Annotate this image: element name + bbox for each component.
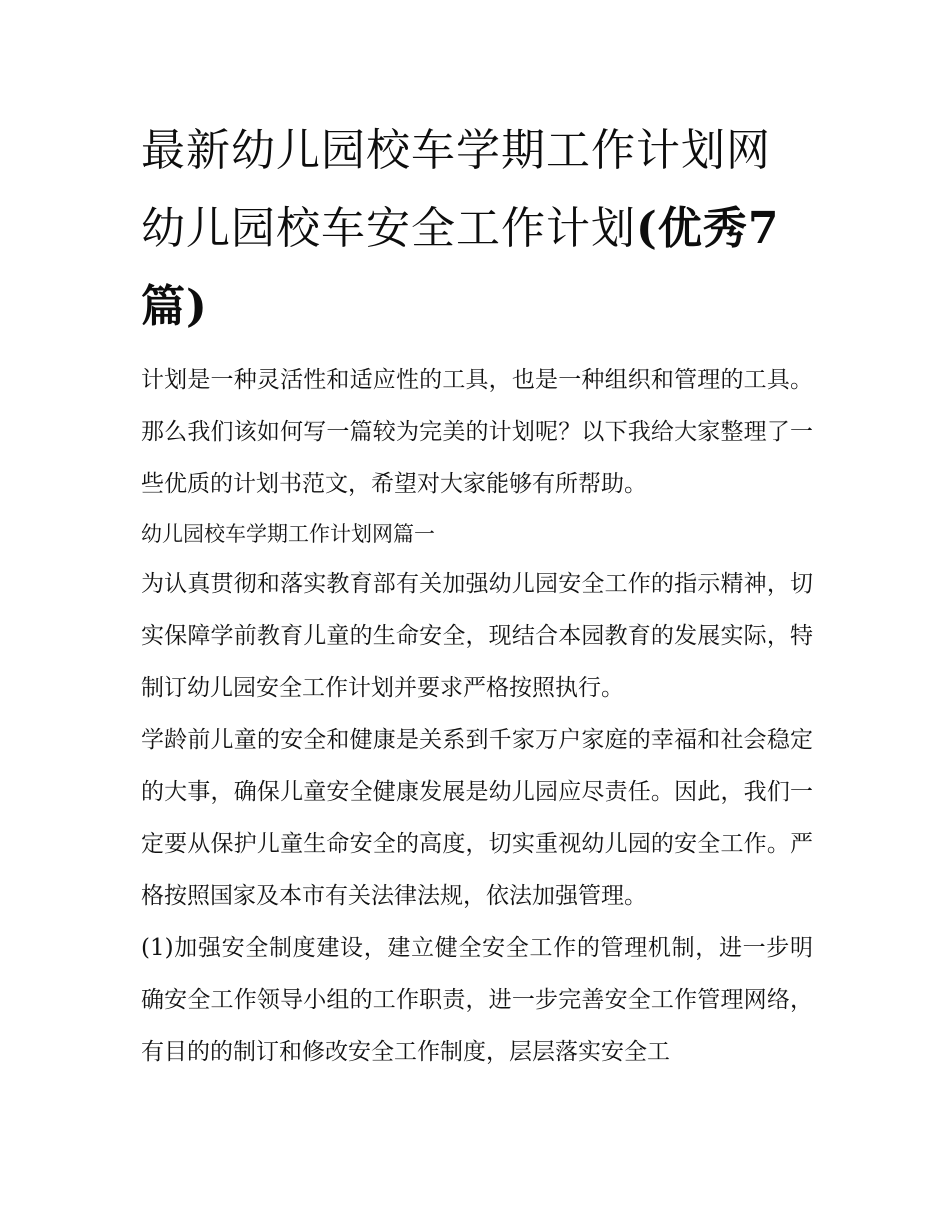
document-title — [141, 112, 813, 346]
title-tail: (优秀7篇) — [141, 203, 780, 332]
body-paragraph: 学龄前儿童的安全和健康是关系到千家万户家庭的幸福和社会稳定的大事，确保儿童安全健康发展是幼儿园应尽责任。因此，我们一定要从保护儿童生命安全的高度，切实重视幼儿园的安全工作。严格按照国家及本市有关法律法规，依法加强管理。 — [141, 727, 813, 909]
document-body — [141, 354, 813, 1078]
title-main: 最新幼儿园校车学期工作计划网 幼儿园校车安全工作计划 — [141, 125, 771, 254]
intro-paragraph: 计划是一种灵活性和适应性的工具，也是一种组织和管理的工具。那么我们该如何写一篇较为完美的计划呢？以下我给大家整理了一些优质的计划书范文，希望对大家能够有所帮助。 — [141, 367, 813, 497]
body-paragraph: 为认真贯彻和落实教育部有关加强幼儿园安全工作的指示精神，切实保障学前教育儿童的生命安全，现结合本园教育的发展实际，特制订幼儿园安全工作计划并要求严格按照执行。 — [141, 571, 813, 701]
section-heading: 幼儿园校车学期工作计划网篇一 — [141, 522, 435, 546]
body-paragraph: (1)加强安全制度建设，建立健全安全工作的管理机制，进一步明确安全工作领导小组的工作职责，进一步完善安全工作管理网络，有目的的制订和修改安全工作制度，层层落实安全工 — [141, 935, 813, 1065]
document-page — [141, 112, 813, 1078]
